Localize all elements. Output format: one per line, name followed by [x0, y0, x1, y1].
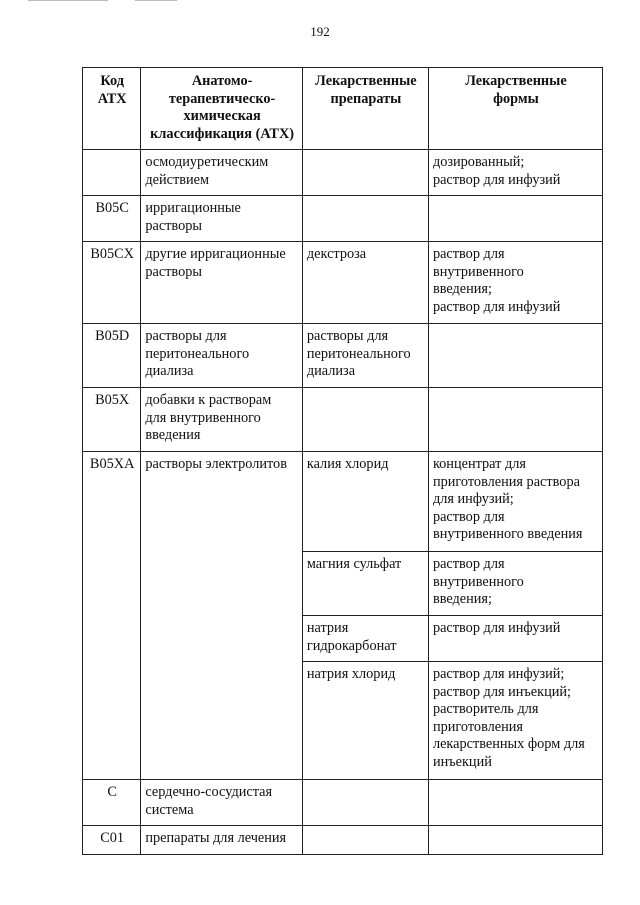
table-row [83, 324, 603, 388]
cell-drug: натрия гидрокарбонат [302, 616, 428, 662]
table-row [83, 452, 603, 552]
cell-form: концентрат для приготовления раствора для инфузий; раствор для внутривенного введения [428, 452, 602, 552]
cell-form: раствор для внутривенного введения; раствор для инфузий [428, 242, 602, 324]
table-row [83, 780, 603, 826]
cell-classification: растворы для перитонеального диализа [141, 324, 303, 388]
scan-edge-left [28, 0, 108, 1]
cell-code [83, 150, 141, 196]
cell-code: B05CX [83, 242, 141, 324]
cell-classification: растворы электролитов [141, 452, 303, 780]
cell-drug: калия хлорид [302, 452, 428, 552]
cell-form: раствор для внутривенного введения; [428, 552, 602, 616]
cell-code: B05D [83, 324, 141, 388]
atx-table [82, 67, 603, 855]
cell-form [428, 826, 602, 855]
cell-form: дозированный; раствор для инфузий [428, 150, 602, 196]
cell-drug [302, 196, 428, 242]
header-classification: Анатомо- терапевтическо- химическая классификация (АТХ) [141, 68, 303, 150]
cell-code: B05X [83, 388, 141, 452]
cell-code: C01 [83, 826, 141, 855]
header-drugs: Лекарственные препараты [302, 68, 428, 150]
cell-code: C [83, 780, 141, 826]
cell-classification: ирригационные растворы [141, 196, 303, 242]
cell-drug: декстроза [302, 242, 428, 324]
cell-drug [302, 826, 428, 855]
page-number: 192 [310, 24, 330, 39]
header-code: Код АТХ [83, 68, 141, 150]
cell-classification: сердечно-сосудистая система [141, 780, 303, 826]
cell-form [428, 388, 602, 452]
cell-form [428, 324, 602, 388]
scan-edge-right [135, 0, 177, 1]
cell-drug [302, 780, 428, 826]
table-row [83, 388, 603, 452]
table-row [83, 242, 603, 324]
cell-form: раствор для инфузий; раствор для инъекций; растворитель для приготовления лекарственных форм для инъекций [428, 662, 602, 780]
cell-code: B05C [83, 196, 141, 242]
cell-classification: другие ирригационные растворы [141, 242, 303, 324]
cell-drug: растворы для перитонеального диализа [302, 324, 428, 388]
table-row [83, 196, 603, 242]
cell-code: B05XA [83, 452, 141, 780]
table-row [83, 150, 603, 196]
table-header-row [83, 68, 603, 150]
cell-drug: магния сульфат [302, 552, 428, 616]
cell-classification: препараты для лечения [141, 826, 303, 855]
cell-drug [302, 150, 428, 196]
cell-classification: добавки к растворам для внутривенного введения [141, 388, 303, 452]
cell-form: раствор для инфузий [428, 616, 602, 662]
cell-classification: осмодиуретическим действием [141, 150, 303, 196]
cell-form [428, 780, 602, 826]
cell-form [428, 196, 602, 242]
header-forms: Лекарственные формы [428, 68, 602, 150]
table-row [83, 826, 603, 855]
cell-drug: натрия хлорид [302, 662, 428, 780]
cell-drug [302, 388, 428, 452]
